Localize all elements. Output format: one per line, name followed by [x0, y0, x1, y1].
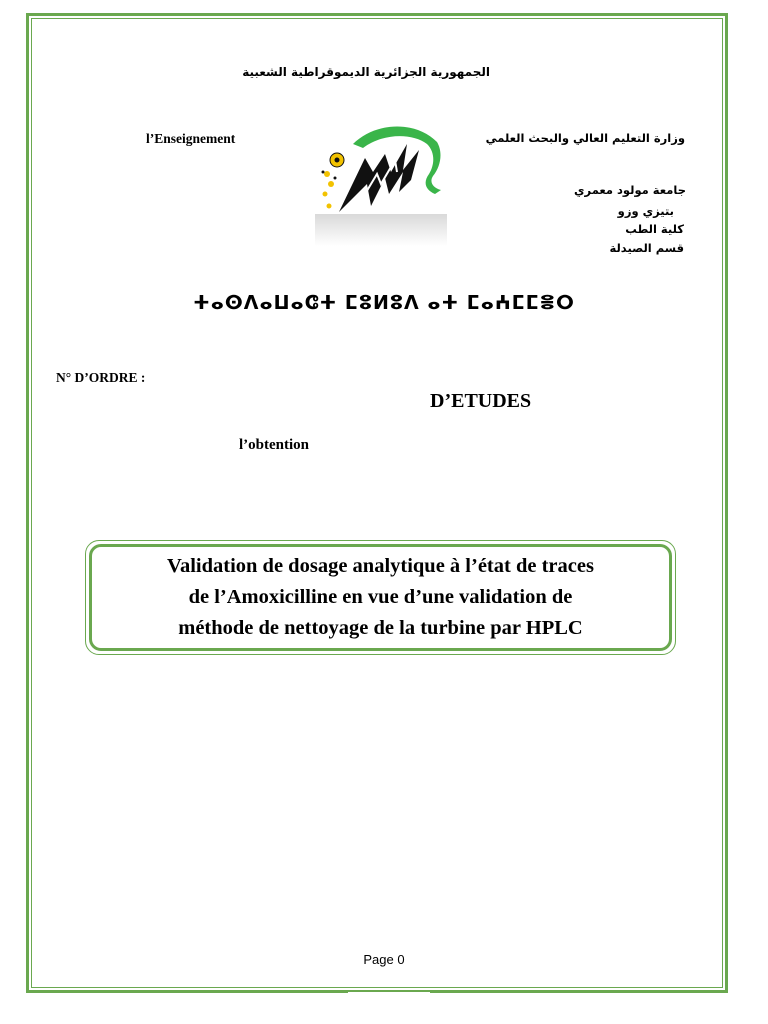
ministry-arabic: وزارة التعليم العالي والبحث العلمي	[485, 131, 685, 145]
thesis-title-line-3: méthode de nettoyage de la turbine par HPLC	[178, 617, 583, 639]
republic-title: الجمهورية الجزائرية الديموقراطية الشعبية	[242, 65, 490, 79]
university-city: بتيزي وزو	[617, 204, 674, 218]
ministry-french: l’Enseignement	[146, 131, 236, 146]
etudes-heading: D’ETUDES	[430, 390, 532, 412]
thesis-title	[167, 551, 594, 644]
obtention-text: l’obtention	[239, 437, 310, 453]
faculty-name: كلية الطب	[625, 222, 684, 236]
university-logo	[315, 114, 447, 246]
university-name: جامعة مولود معمري	[574, 183, 686, 197]
thesis-title-line-2: de l’Amoxicilline en vue d’une validation de	[188, 586, 573, 608]
tifinagh-university-name: ⵜⴰⵙⴷⴰⵡⴰⵛⵜ ⵎⵓⵍⵓⴷ ⴰⵜ ⵎⴰⵄⵎⵎⴻⵔ	[193, 292, 575, 314]
border-gap	[348, 992, 430, 998]
department-name: قسم الصيدلة	[609, 241, 684, 255]
thesis-title-box	[89, 544, 672, 651]
thesis-title-line-1: Validation de dosage analytique à l’état de traces	[167, 555, 594, 577]
order-number-label: N° D’ORDRE :	[56, 370, 146, 385]
page-number: Page 0	[363, 952, 405, 967]
